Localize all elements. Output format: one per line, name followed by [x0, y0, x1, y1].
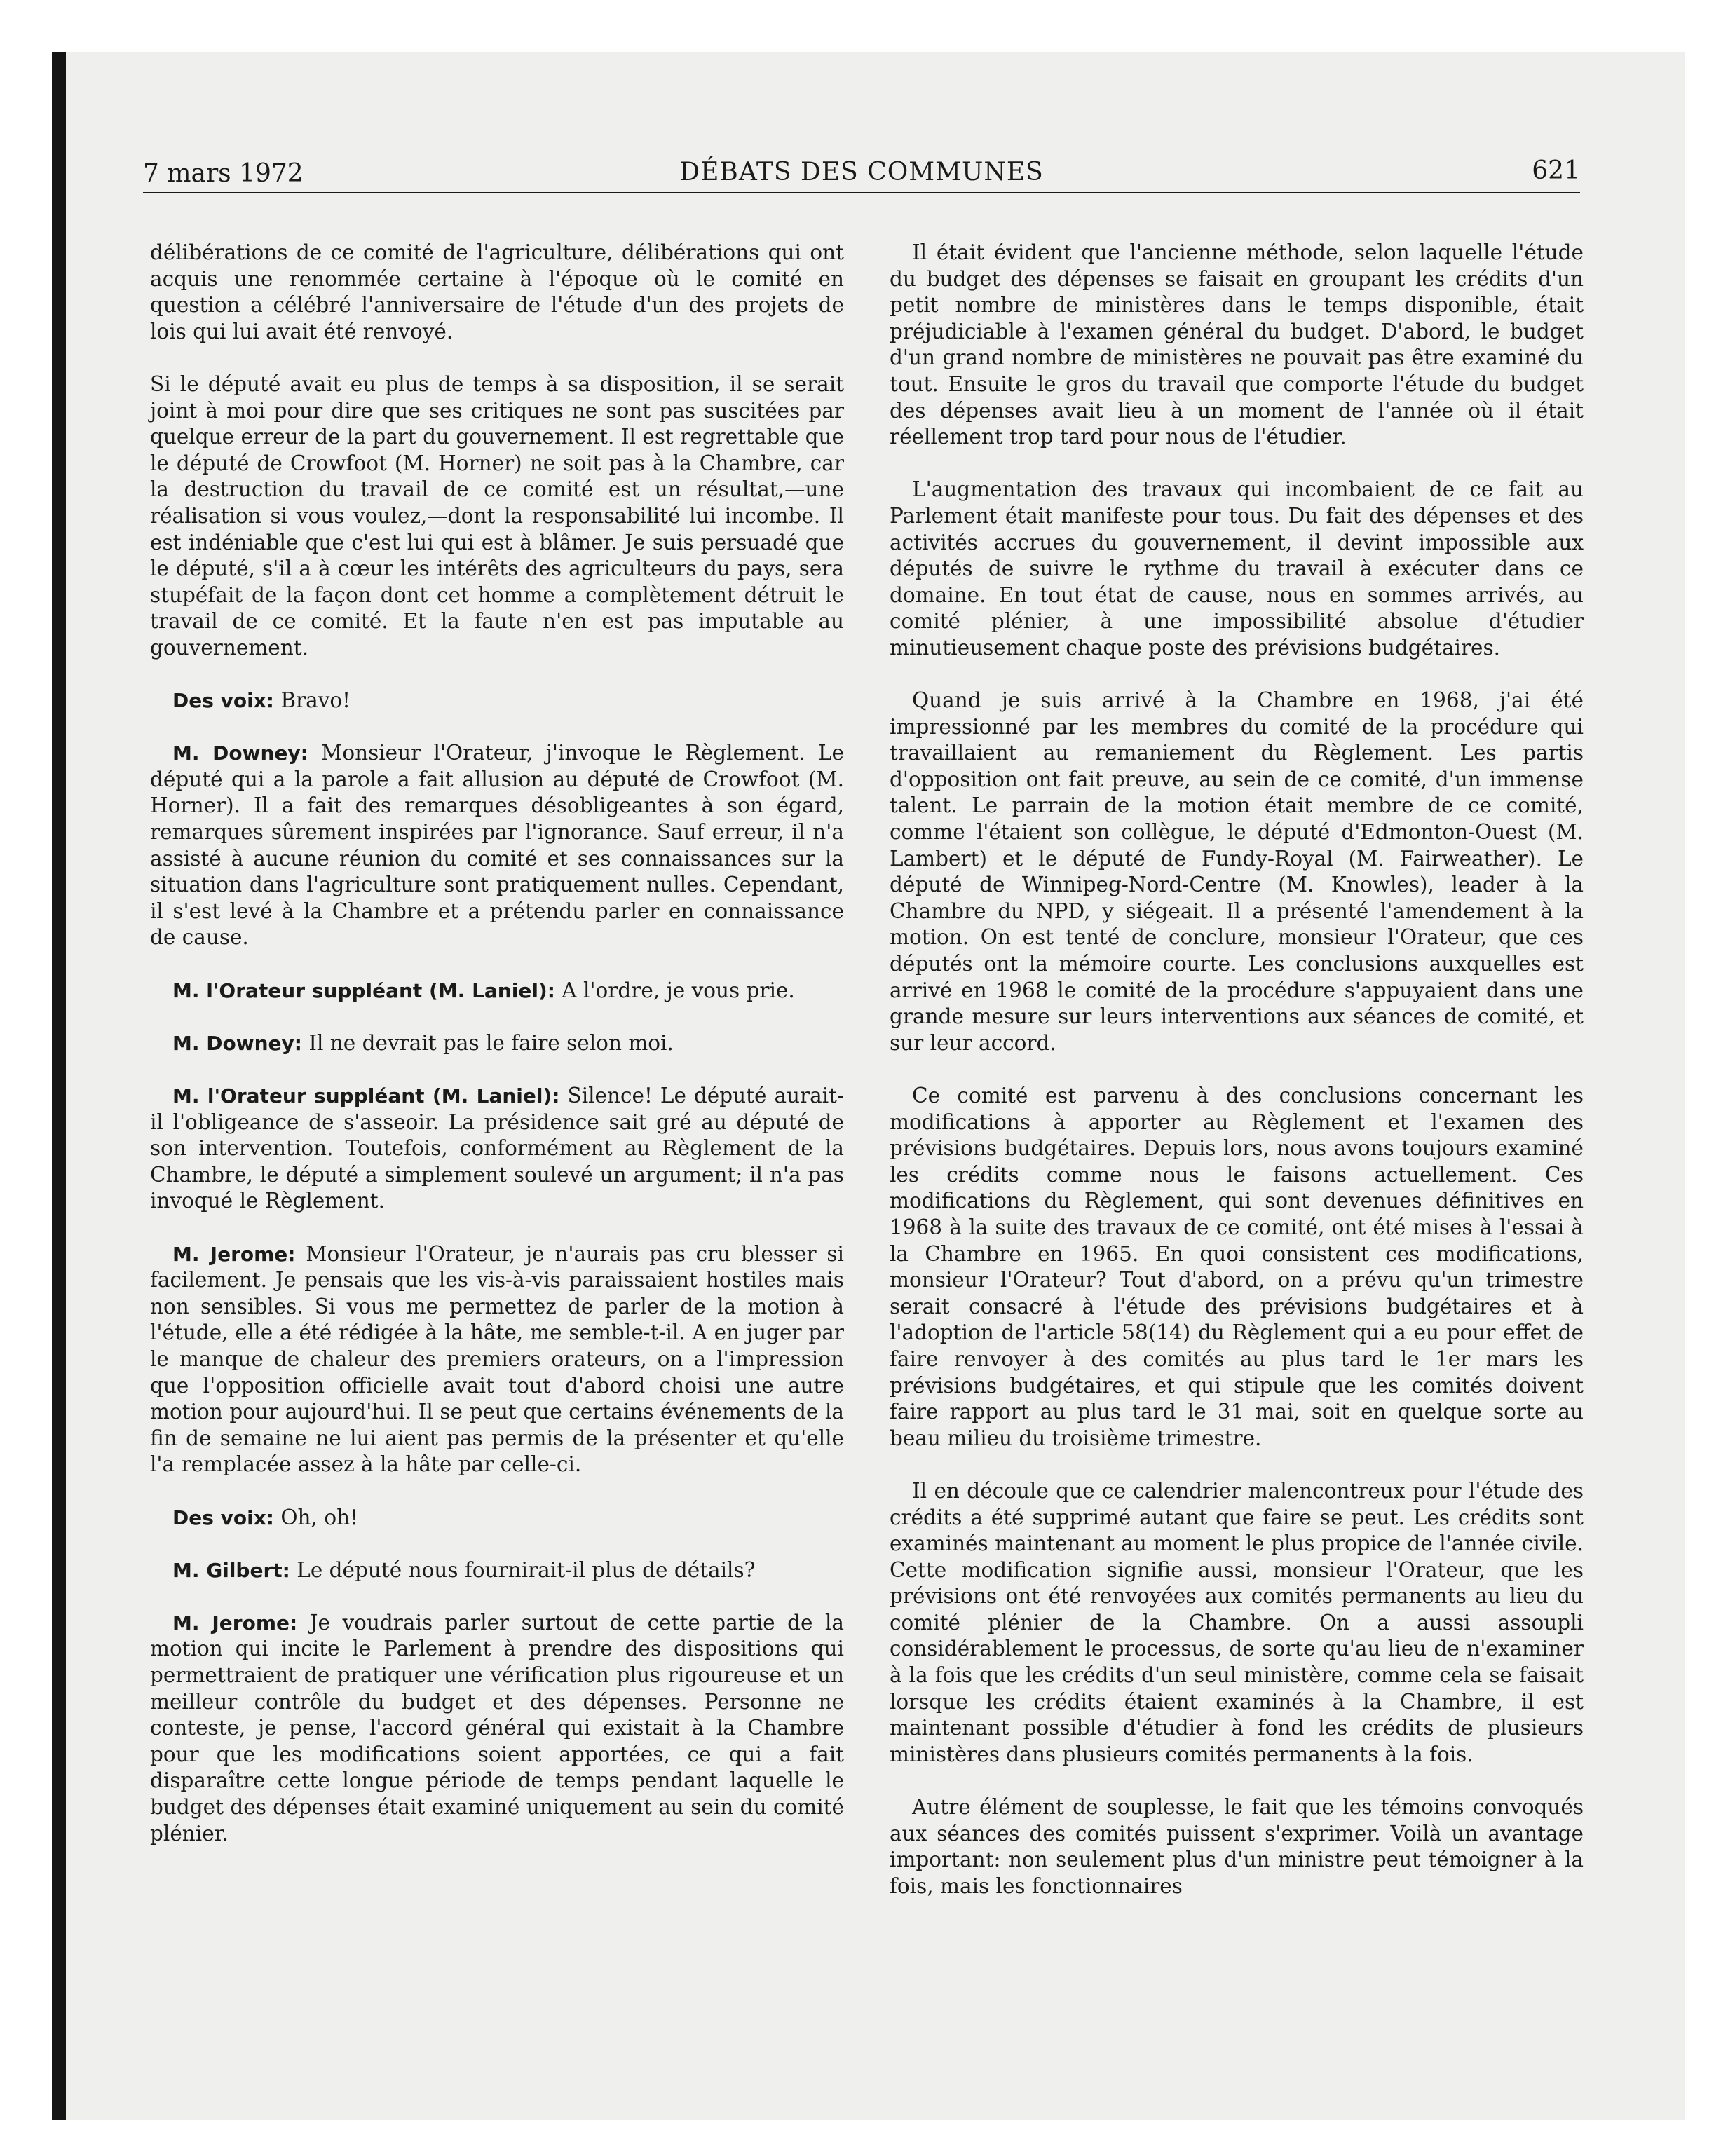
speaker-name: Des voix: [172, 689, 274, 713]
paragraph [890, 240, 1584, 451]
paragraph [150, 371, 844, 662]
paragraph [150, 1557, 844, 1584]
speaker-name: M. Downey: [172, 1031, 302, 1055]
speaker-name: M. Gilbert: [172, 1558, 290, 1582]
paragraph-text: délibérations de ce comité de l'agriculture, délibérations qui ont acquis une renommée certaine à l'époque où le comité en question a célébré l'anniversaire de l'étude d'un des projets de lois qui lui avait été renvoyé. [150, 240, 844, 343]
speaker-name: M. Downey: [172, 742, 308, 765]
speaker-name: M. Jerome: [172, 1242, 296, 1266]
paragraph-text: Monsieur l'Orateur, j'invoque le Règlement. Le député qui a la parole a fait allusion au député de Crowfoot (M. Horner). Il a fait des remarques désobligeantes à son égard, remarques sûrement inspirées par l'ignorance. Sauf erreur, il n'a assisté à aucune réunion du comité et ses connaissances sur la situation dans l'agriculture sont pratiquement nulles. Cependant, il s'est levé à la Chambre et a prétendu parler en connaissance de cause. [150, 741, 845, 950]
paragraph-text: Il en découle que ce calendrier malencontreux pour l'étude des crédits a été supprimé autant que faire se peut. Les crédits sont examinés maintenant au moment le plus propice de l'année civile. Cette modification signifie aussi, monsieur l'Orateur, que les prévisions ont été renvoyées aux comités permanents au lieu du comité plénier de la Chambre. On a aussi assoupli considérablement le processus, de sorte qu'au lieu de n'examiner à la fois que les crédits d'un seul ministère, comme cela se faisait lorsque les crédits étaient examinés à la Chambre, il est maintenant possible d'étudier à fond les crédits de plusieurs ministères dans plusieurs comités permanents à la fois. [890, 1478, 1584, 1766]
paragraph-text: L'augmentation des travaux qui incombaient de ce fait au Parlement était manifeste pour tous. Du fait des dépenses et des activités accrues du gouvernement, il devint impossible aux députés de suivre le rythme du travail à exécuter dans ce domaine. En tout état de cause, nous en sommes arrivés, au comité plénier, à une impossibilité absolue d'étudier minutieusement chaque poste des prévisions budgétaires. [890, 477, 1584, 660]
paragraph-text: Si le député avait eu plus de temps à sa disposition, il se serait joint à moi pour dire que ses critiques ne sont pas suscitées par quelque erreur de la part du gouvernement. Il est regrettable que le député de Crowfoot (M. Horner) ne soit pas à la Chambre, car la destruction du travail de ce comité est un résultat,—une réalisation si vous voulez,—dont la responsabilité lui incombe. Il est indéniable que c'est lui qui est à blâmer. Je suis persuadé que le député, s'il a à cœur les intérêts des agriculteurs du pays, sera stupéfait de la façon dont cet homme a complètement détruit le travail de ce comité. Et la faute n'en est pas imputable au gouvernement. [150, 371, 844, 660]
paragraph-text: Il était évident que l'ancienne méthode, selon laquelle l'étude du budget des dépenses se faisait en groupant les crédits d'un petit nombre de ministères dans le temps disponible, était préjudiciable à l'examen général du budget. D'abord, le budget d'un grand nombre de ministères ne pouvait pas être examiné du tout. Ensuite le gros du travail que comporte l'étude du budget des dépenses avait lieu à un moment de l'année où il était réellement trop tard pour nous de l'étudier. [890, 240, 1584, 449]
speaker-name: Des voix: [172, 1506, 274, 1529]
page-number: 621 [1532, 156, 1580, 185]
paragraph-text: Le député nous fournirait-il plus de détails? [290, 1557, 756, 1582]
speaker-name: M. l'Orateur suppléant (M. Laniel): [172, 978, 555, 1002]
paragraph [150, 978, 844, 1004]
header-title: DÉBATS DES COMMUNES [679, 158, 1044, 186]
paragraph [890, 1083, 1584, 1452]
paragraph-text: Ce comité est parvenu à des conclusions concernant les modifications à apporter au Règlement et l'examen des prévisions budgétaires. Depuis lors, nous avons toujours examiné les crédits comme nous le faisons actuellement. Ces modifications du Règlement, qui sont devenues définitives en 1968 à la suite des travaux de ce comité, ont été mises à l'essai à la Chambre en 1965. En quoi consistent ces modifications, monsieur l'Orateur? Tout d'abord, on a prévu qu'un trimestre serait consacré à l'étude des prévisions budgétaires et à l'adoption de l'article 58(14) du Règlement qui a eu pour effet de faire renvoyer à des comités au plus tard le 1er mars les prévisions budgétaires, et qui stipule que les comités doivent faire rapport au plus tard le 31 mai, soit en quelque sorte au beau milieu du troisième trimestre. [890, 1084, 1584, 1450]
paragraph [150, 740, 844, 951]
paragraph-text: Monsieur l'Orateur, je n'aurais pas cru blesser si facilement. Je pensais que les vis-à-vis paraissaient hostiles mais non sensibles. Si vous me permettez de parler de la motion à l'étude, elle a été rédigée à la hâte, me semble-t-il. A en juger par le manque de chaleur des premiers orateurs, on a l'impression que l'opposition officielle avait tout d'abord choisi une autre motion pour aujourd'hui. Il se peut que certains événements de la fin de semaine ne lui aient pas permis de la présenter et qu'elle l'a remplacée assez à la hâte par celle-ci. [150, 1241, 844, 1477]
paragraph [150, 1505, 844, 1531]
binding-edge [52, 52, 66, 2120]
paragraph [150, 1030, 844, 1057]
paragraph-text: A l'ordre, je vous prie. [554, 978, 795, 1002]
paragraph [890, 477, 1584, 661]
speaker-name: M. l'Orateur suppléant (M. Laniel): [172, 1084, 560, 1107]
paragraph [150, 1610, 844, 1847]
paragraph [150, 1083, 844, 1215]
paragraph-text: Oh, oh! [274, 1505, 358, 1529]
paragraph [150, 688, 844, 714]
speaker-name: M. Jerome: [172, 1611, 298, 1635]
scanned-page [52, 52, 1685, 2120]
paragraph [890, 1478, 1584, 1768]
paragraph [150, 240, 844, 345]
right-column [890, 240, 1584, 1926]
paragraph [150, 1241, 844, 1478]
page-header [143, 150, 1580, 193]
paragraph-text: Je voudrais parler surtout de cette partie de la motion qui incite le Parlement à prendre des dispositions qui permettraient de pratiquer une vérification plus rigoureuse et un meilleur contrôle du budget et des dépenses. Personne ne conteste, je pense, l'accord général qui existait à la Chambre pour que les modifications soient apportées, ce qui a fait disparaître cette longue période de temps pendant laquelle le budget des dépenses était examiné uniquement au sein du comité plénier. [150, 1610, 844, 1845]
left-column [150, 240, 844, 1874]
paragraph-text: Silence! Le député aurait-il l'obligeance de s'asseoir. La présidence sait gré au député de son intervention. Toutefois, conformément au Règlement de la Chambre, le député a simplement soulevé un argument; il n'a pas invoqué le Règlement. [150, 1084, 845, 1213]
paragraph [890, 1794, 1584, 1899]
paragraph [890, 688, 1584, 1056]
header-date: 7 mars 1972 [143, 159, 304, 188]
paragraph-text: Autre élément de souplesse, le fait que les témoins convoqués aux séances des comités puissent s'exprimer. Voilà un avantage important: non seulement plus d'un ministre peut témoigner à la fois, mais les fonctionnaires [890, 1795, 1584, 1898]
paragraph-text: Il ne devrait pas le faire selon moi. [301, 1030, 674, 1055]
paragraph-text: Quand je suis arrivé à la Chambre en 1968, j'ai été impressionné par les membres du comité de la procédure qui travaillaient au remaniement du Règlement. Les partis d'opposition ont fait preuve, au sein de ce comité, d'un immense talent. Le parrain de la motion était membre de ce comité, comme l'étaient son collègue, le député d'Edmonton-Ouest (M. Lambert) et le député de Fundy-Royal (M. Fairweather). Le député de Winnipeg-Nord-Centre (M. Knowles), leader à la Chambre du NPD, y siégeait. Il a présenté l'amendement à la motion. On est tenté de conclure, monsieur l'Orateur, que ces députés ont la mémoire courte. Les conclusions auxquelles est arrivé en 1968 le comité de la procédure s'appuyaient dans une grande mesure sur leurs interventions aux séances de comité, et sur leur accord. [890, 688, 1584, 1055]
paragraph-text: Bravo! [274, 688, 351, 713]
